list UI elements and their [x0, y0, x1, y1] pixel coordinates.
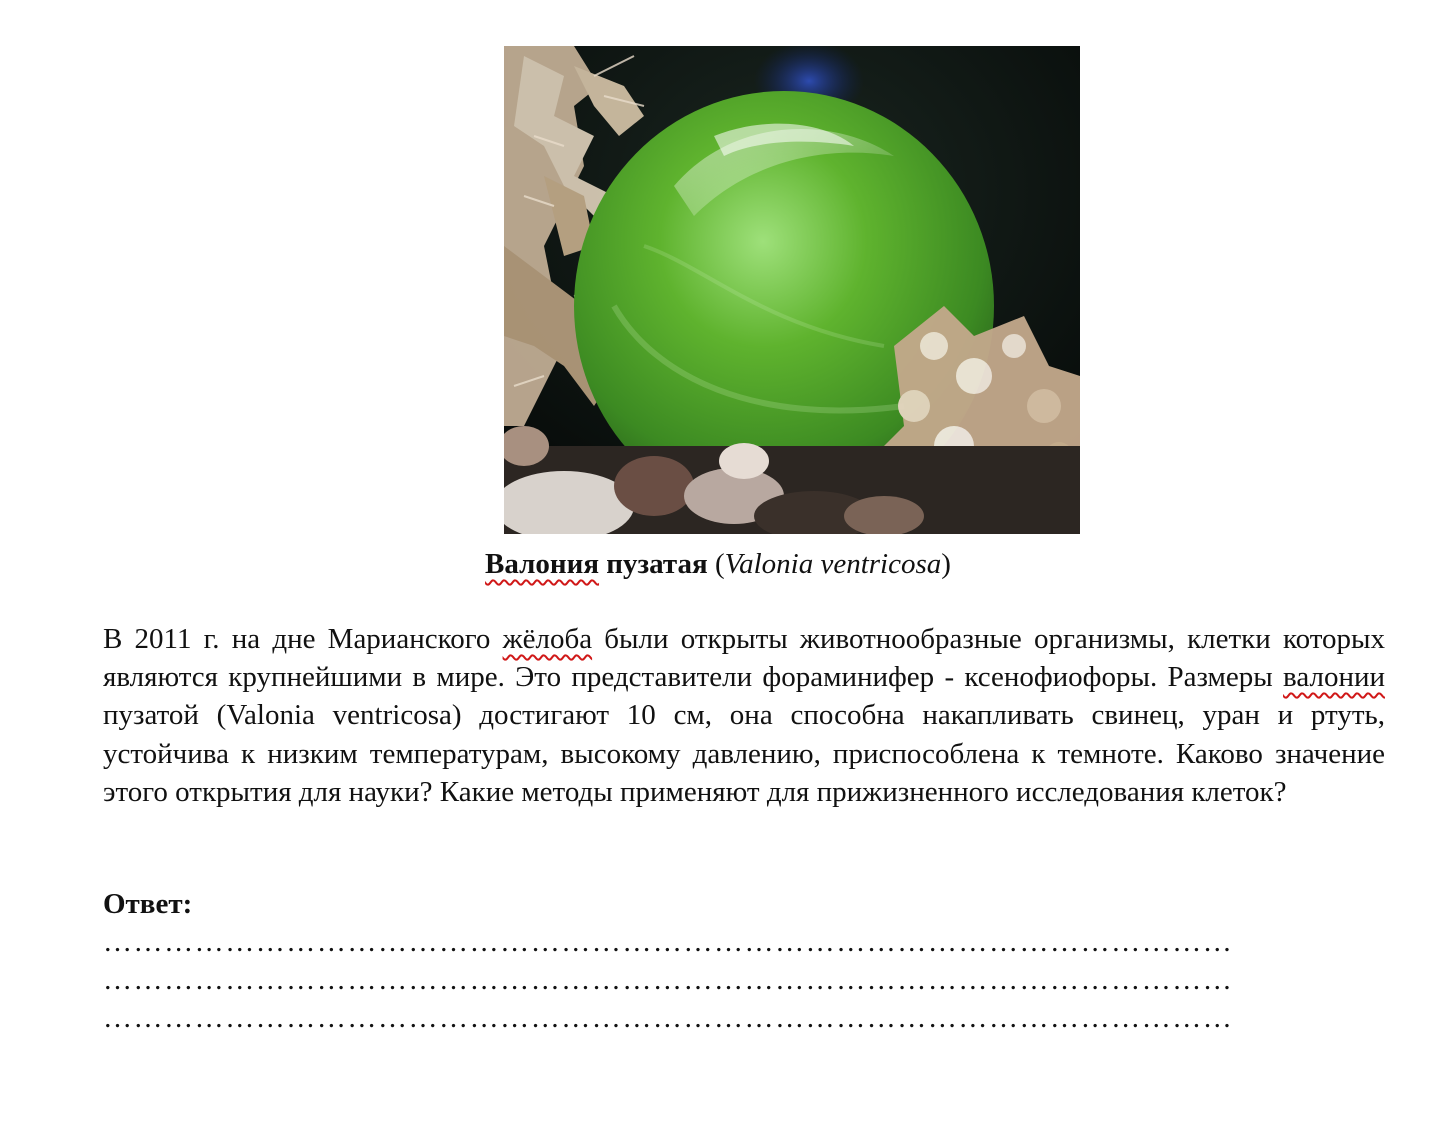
caption-latin-name: Valonia ventricosa	[724, 548, 942, 580]
question-paragraph	[103, 620, 1385, 811]
answer-label: Ответ:	[103, 888, 193, 920]
paragraph-part-3: пузатой (Valonia ventricosa) достигают 10 см, она способна накапливать свинец, уран и ртуть, устойчива к низким температурам, высокому давлению, приспособлена к темноте. Каково значение этого открытия для науки? Какие методы применяют для прижизненного исследования клеток?	[103, 699, 1385, 808]
caption-open-paren: (	[714, 548, 725, 580]
spellcheck-word-valonii: валонии	[1283, 661, 1385, 694]
answer-line-2: …………………………………………………………………………………………………	[103, 964, 1234, 996]
paragraph-part-1: В 2011 г. на дне Марианского	[103, 623, 503, 655]
caption-close-paren: )	[941, 548, 951, 580]
algae-photo	[504, 46, 1080, 534]
spellcheck-word-zheloba: жёлоба	[502, 623, 593, 655]
caption-name-ru-first: Валония	[485, 548, 600, 580]
answer-line-1: …………………………………………………………………………………………………	[103, 926, 1234, 958]
answer-line-3: …………………………………………………………………………………………………	[103, 1002, 1234, 1034]
caption-name-ru-second: пузатая	[606, 548, 708, 580]
paragraph-part-2: были открыты животнообразные организмы, клетки которых являются крупнейшими в мире. Это представители фораминифер - ксенофиофоры. Размеры	[103, 623, 1385, 694]
photo-caption	[0, 545, 1436, 583]
